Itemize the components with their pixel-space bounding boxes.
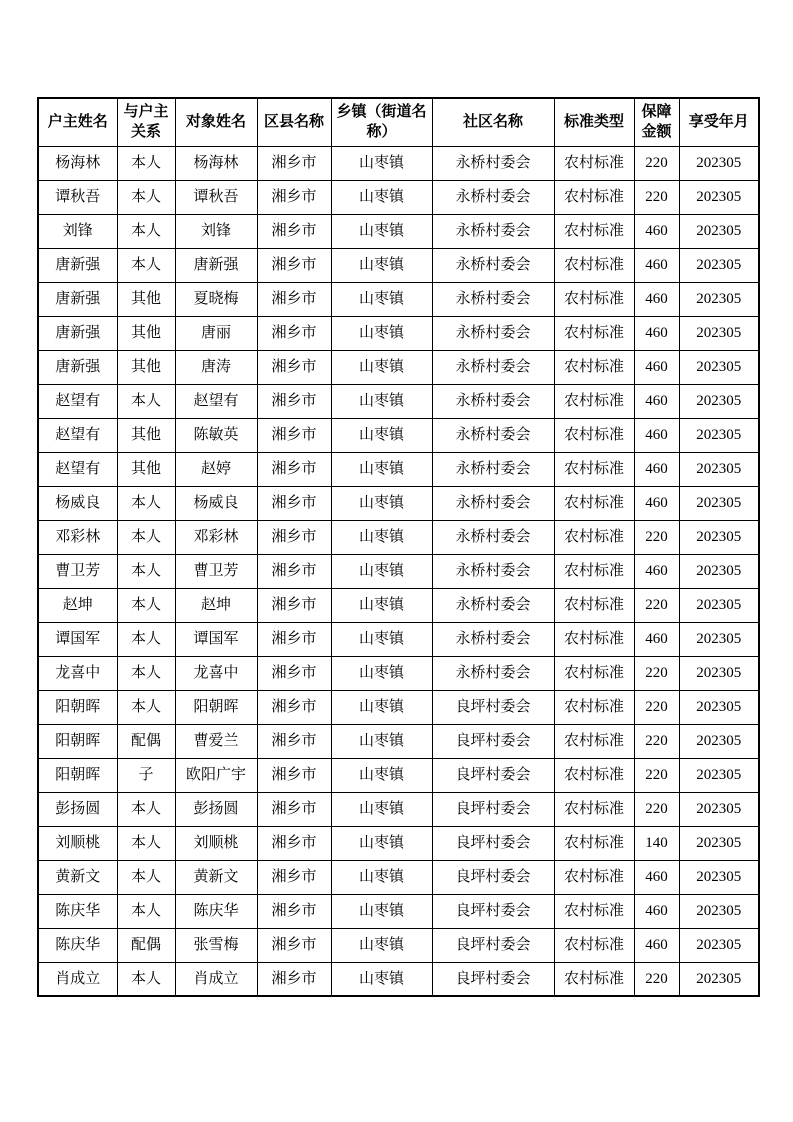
table-cell: 永桥村委会 [432, 214, 554, 248]
table-cell: 赵坤 [175, 588, 257, 622]
table-cell: 202305 [679, 214, 759, 248]
table-cell: 220 [634, 792, 679, 826]
table-row [38, 622, 759, 656]
table-row [38, 690, 759, 724]
table-cell: 山枣镇 [331, 316, 432, 350]
table-cell: 湘乡市 [257, 350, 331, 384]
table-cell: 山枣镇 [331, 214, 432, 248]
table-cell: 唐新强 [38, 316, 117, 350]
table-cell: 湘乡市 [257, 384, 331, 418]
table-cell: 湘乡市 [257, 248, 331, 282]
table-cell: 本人 [117, 826, 175, 860]
table-cell: 永桥村委会 [432, 146, 554, 180]
table-cell: 农村标准 [554, 316, 634, 350]
table-cell: 谭国军 [175, 622, 257, 656]
table-cell: 夏晓梅 [175, 282, 257, 316]
table-cell: 湘乡市 [257, 520, 331, 554]
column-header: 与户主关系 [117, 98, 175, 146]
table-cell: 460 [634, 418, 679, 452]
table-cell: 永桥村委会 [432, 554, 554, 588]
table-cell: 湘乡市 [257, 282, 331, 316]
table-cell: 202305 [679, 384, 759, 418]
table-cell: 202305 [679, 656, 759, 690]
table-cell: 山枣镇 [331, 452, 432, 486]
table-cell: 邓彩林 [38, 520, 117, 554]
table-cell: 本人 [117, 214, 175, 248]
table-cell: 永桥村委会 [432, 486, 554, 520]
table-cell: 配偶 [117, 724, 175, 758]
table-cell: 永桥村委会 [432, 248, 554, 282]
table-row [38, 214, 759, 248]
table-cell: 湘乡市 [257, 180, 331, 214]
table-cell: 陈庆华 [38, 928, 117, 962]
table-cell: 山枣镇 [331, 554, 432, 588]
table-cell: 山枣镇 [331, 826, 432, 860]
table-cell: 农村标准 [554, 894, 634, 928]
table-cell: 460 [634, 928, 679, 962]
table-cell: 本人 [117, 588, 175, 622]
table-cell: 湘乡市 [257, 894, 331, 928]
table-cell: 肖成立 [175, 962, 257, 996]
table-cell: 永桥村委会 [432, 180, 554, 214]
table-cell: 湘乡市 [257, 690, 331, 724]
table-cell: 202305 [679, 520, 759, 554]
table-cell: 本人 [117, 622, 175, 656]
table-cell: 永桥村委会 [432, 656, 554, 690]
table-cell: 湘乡市 [257, 962, 331, 996]
table-row [38, 248, 759, 282]
table-cell: 欧阳广宇 [175, 758, 257, 792]
table-cell: 龙喜中 [175, 656, 257, 690]
table-cell: 农村标准 [554, 520, 634, 554]
table-cell: 赵望有 [38, 384, 117, 418]
table-cell: 农村标准 [554, 214, 634, 248]
table-cell: 杨威良 [38, 486, 117, 520]
table-cell: 湘乡市 [257, 656, 331, 690]
table-cell: 202305 [679, 282, 759, 316]
table-cell: 本人 [117, 792, 175, 826]
table-cell: 山枣镇 [331, 146, 432, 180]
table-row [38, 316, 759, 350]
table-cell: 永桥村委会 [432, 588, 554, 622]
table-cell: 山枣镇 [331, 792, 432, 826]
table-cell: 湘乡市 [257, 588, 331, 622]
table-row [38, 826, 759, 860]
table-cell: 湘乡市 [257, 418, 331, 452]
table-row [38, 656, 759, 690]
table-cell: 湘乡市 [257, 758, 331, 792]
table-cell: 202305 [679, 962, 759, 996]
table-cell: 202305 [679, 554, 759, 588]
table-cell: 农村标准 [554, 690, 634, 724]
table-row [38, 588, 759, 622]
table-cell: 220 [634, 690, 679, 724]
table-cell: 刘顺桃 [175, 826, 257, 860]
table-cell: 本人 [117, 690, 175, 724]
table-row [38, 350, 759, 384]
column-header: 乡镇（街道名称） [331, 98, 432, 146]
table-cell: 赵望有 [175, 384, 257, 418]
table-cell: 220 [634, 520, 679, 554]
table-cell: 202305 [679, 928, 759, 962]
table-cell: 202305 [679, 826, 759, 860]
table-cell: 邓彩林 [175, 520, 257, 554]
table-cell: 其他 [117, 316, 175, 350]
table-cell: 湘乡市 [257, 792, 331, 826]
table-cell: 陈敏英 [175, 418, 257, 452]
table-cell: 山枣镇 [331, 588, 432, 622]
table-cell: 良坪村委会 [432, 928, 554, 962]
table-cell: 龙喜中 [38, 656, 117, 690]
table-cell: 山枣镇 [331, 656, 432, 690]
table-cell: 良坪村委会 [432, 792, 554, 826]
table-cell: 山枣镇 [331, 282, 432, 316]
table-cell: 山枣镇 [331, 384, 432, 418]
table-cell: 永桥村委会 [432, 384, 554, 418]
table-cell: 湘乡市 [257, 724, 331, 758]
table-cell: 农村标准 [554, 384, 634, 418]
table-cell: 唐新强 [38, 350, 117, 384]
table-cell: 本人 [117, 384, 175, 418]
table-cell: 460 [634, 860, 679, 894]
table-cell: 本人 [117, 180, 175, 214]
header-row [38, 98, 759, 146]
table-cell: 良坪村委会 [432, 690, 554, 724]
table-cell: 良坪村委会 [432, 894, 554, 928]
table-cell: 永桥村委会 [432, 418, 554, 452]
table-cell: 山枣镇 [331, 928, 432, 962]
table-cell: 唐新强 [38, 248, 117, 282]
table-cell: 220 [634, 656, 679, 690]
table-cell: 山枣镇 [331, 486, 432, 520]
table-cell: 220 [634, 962, 679, 996]
table-cell: 农村标准 [554, 146, 634, 180]
table-cell: 其他 [117, 452, 175, 486]
table-cell: 农村标准 [554, 622, 634, 656]
table-cell: 202305 [679, 792, 759, 826]
table-cell: 永桥村委会 [432, 622, 554, 656]
table-cell: 460 [634, 452, 679, 486]
table-cell: 202305 [679, 894, 759, 928]
table-row [38, 452, 759, 486]
table-cell: 湘乡市 [257, 860, 331, 894]
table-row [38, 554, 759, 588]
column-header: 标准类型 [554, 98, 634, 146]
table-cell: 202305 [679, 146, 759, 180]
table-cell: 460 [634, 350, 679, 384]
table-cell: 良坪村委会 [432, 826, 554, 860]
table-cell: 良坪村委会 [432, 758, 554, 792]
table-cell: 202305 [679, 418, 759, 452]
table-cell: 山枣镇 [331, 724, 432, 758]
table-cell: 唐新强 [38, 282, 117, 316]
table-cell: 湘乡市 [257, 146, 331, 180]
table-cell: 202305 [679, 316, 759, 350]
table-cell: 山枣镇 [331, 622, 432, 656]
table-cell: 良坪村委会 [432, 962, 554, 996]
table-cell: 农村标准 [554, 554, 634, 588]
table-cell: 彭扬圆 [38, 792, 117, 826]
table-row [38, 146, 759, 180]
table-row [38, 180, 759, 214]
table-cell: 其他 [117, 282, 175, 316]
table-cell: 湘乡市 [257, 486, 331, 520]
table-cell: 刘锋 [38, 214, 117, 248]
table-cell: 谭秋吾 [175, 180, 257, 214]
table-cell: 460 [634, 384, 679, 418]
table-row [38, 486, 759, 520]
table-cell: 460 [634, 316, 679, 350]
table-cell: 山枣镇 [331, 418, 432, 452]
table-cell: 220 [634, 724, 679, 758]
table-cell: 谭秋吾 [38, 180, 117, 214]
table-cell: 本人 [117, 248, 175, 282]
table-cell: 其他 [117, 350, 175, 384]
table-cell: 曹卫芳 [175, 554, 257, 588]
table-row [38, 724, 759, 758]
table-cell: 农村标准 [554, 282, 634, 316]
table-cell: 202305 [679, 724, 759, 758]
table-cell: 唐丽 [175, 316, 257, 350]
table-cell: 220 [634, 146, 679, 180]
table-cell: 良坪村委会 [432, 724, 554, 758]
table-cell: 本人 [117, 554, 175, 588]
table-cell: 山枣镇 [331, 248, 432, 282]
table-cell: 湘乡市 [257, 452, 331, 486]
table-cell: 陈庆华 [175, 894, 257, 928]
table-cell: 农村标准 [554, 962, 634, 996]
table-cell: 阳朝晖 [38, 758, 117, 792]
table-cell: 460 [634, 282, 679, 316]
table-cell: 山枣镇 [331, 758, 432, 792]
table-cell: 其他 [117, 418, 175, 452]
table-cell: 460 [634, 894, 679, 928]
table-cell: 杨海林 [175, 146, 257, 180]
table-cell: 202305 [679, 758, 759, 792]
table-cell: 刘顺桃 [38, 826, 117, 860]
table-cell: 杨海林 [38, 146, 117, 180]
table-cell: 永桥村委会 [432, 316, 554, 350]
table-cell: 220 [634, 758, 679, 792]
table-cell: 阳朝晖 [38, 724, 117, 758]
table-cell: 赵坤 [38, 588, 117, 622]
table-cell: 460 [634, 248, 679, 282]
table-cell: 赵望有 [38, 418, 117, 452]
table-cell: 山枣镇 [331, 962, 432, 996]
table-cell: 202305 [679, 180, 759, 214]
table-header-row [38, 98, 759, 146]
table-cell: 农村标准 [554, 452, 634, 486]
column-header: 保障金额 [634, 98, 679, 146]
table-cell: 农村标准 [554, 724, 634, 758]
table-cell: 农村标准 [554, 350, 634, 384]
table-cell: 202305 [679, 588, 759, 622]
table-row [38, 384, 759, 418]
table-cell: 农村标准 [554, 418, 634, 452]
column-header: 对象姓名 [175, 98, 257, 146]
table-cell: 黄新文 [38, 860, 117, 894]
table-cell: 460 [634, 554, 679, 588]
table-cell: 农村标准 [554, 860, 634, 894]
table-cell: 谭国军 [38, 622, 117, 656]
table-cell: 永桥村委会 [432, 452, 554, 486]
table-cell: 配偶 [117, 928, 175, 962]
table-cell: 农村标准 [554, 792, 634, 826]
table-cell: 农村标准 [554, 758, 634, 792]
table-cell: 阳朝晖 [38, 690, 117, 724]
table-cell: 刘锋 [175, 214, 257, 248]
table-row [38, 758, 759, 792]
table-row [38, 418, 759, 452]
table-cell: 赵望有 [38, 452, 117, 486]
column-header: 社区名称 [432, 98, 554, 146]
table-cell: 农村标准 [554, 248, 634, 282]
table-cell: 202305 [679, 350, 759, 384]
table-cell: 湘乡市 [257, 826, 331, 860]
table-cell: 460 [634, 622, 679, 656]
table-row [38, 894, 759, 928]
table-cell: 良坪村委会 [432, 860, 554, 894]
table-cell: 农村标准 [554, 588, 634, 622]
table-cell: 山枣镇 [331, 860, 432, 894]
table-cell: 湘乡市 [257, 622, 331, 656]
table-cell: 山枣镇 [331, 894, 432, 928]
table-cell: 湘乡市 [257, 928, 331, 962]
table-cell: 本人 [117, 860, 175, 894]
table-cell: 曹爱兰 [175, 724, 257, 758]
table-cell: 202305 [679, 248, 759, 282]
table-row [38, 928, 759, 962]
table-cell: 唐新强 [175, 248, 257, 282]
table-cell: 460 [634, 214, 679, 248]
table-cell: 农村标准 [554, 180, 634, 214]
table-cell: 202305 [679, 622, 759, 656]
table-cell: 本人 [117, 962, 175, 996]
benefits-table [37, 97, 760, 997]
table-row [38, 860, 759, 894]
column-header: 区县名称 [257, 98, 331, 146]
table-cell: 山枣镇 [331, 350, 432, 384]
table-cell: 本人 [117, 894, 175, 928]
table-cell: 山枣镇 [331, 180, 432, 214]
table-cell: 阳朝晖 [175, 690, 257, 724]
table-cell: 曹卫芳 [38, 554, 117, 588]
table-row [38, 520, 759, 554]
table-cell: 山枣镇 [331, 690, 432, 724]
table-cell: 唐涛 [175, 350, 257, 384]
table-cell: 农村标准 [554, 486, 634, 520]
table-cell: 肖成立 [38, 962, 117, 996]
table-cell: 460 [634, 486, 679, 520]
table-cell: 220 [634, 180, 679, 214]
table-cell: 杨威良 [175, 486, 257, 520]
table-cell: 永桥村委会 [432, 520, 554, 554]
table-cell: 本人 [117, 656, 175, 690]
table-cell: 湘乡市 [257, 214, 331, 248]
table-cell: 永桥村委会 [432, 350, 554, 384]
table-row [38, 962, 759, 996]
table-cell: 202305 [679, 452, 759, 486]
table-cell: 202305 [679, 860, 759, 894]
table-cell: 湘乡市 [257, 554, 331, 588]
table-row [38, 282, 759, 316]
column-header: 户主姓名 [38, 98, 117, 146]
table-cell: 黄新文 [175, 860, 257, 894]
table-cell: 湘乡市 [257, 316, 331, 350]
table-body [38, 146, 759, 996]
table-cell: 永桥村委会 [432, 282, 554, 316]
table-cell: 子 [117, 758, 175, 792]
table-cell: 彭扬圆 [175, 792, 257, 826]
table-cell: 赵婷 [175, 452, 257, 486]
table-cell: 220 [634, 588, 679, 622]
table-cell: 本人 [117, 146, 175, 180]
table-cell: 本人 [117, 486, 175, 520]
table-cell: 202305 [679, 690, 759, 724]
table-cell: 陈庆华 [38, 894, 117, 928]
table-cell: 农村标准 [554, 928, 634, 962]
table-cell: 202305 [679, 486, 759, 520]
table-cell: 张雪梅 [175, 928, 257, 962]
table-cell: 农村标准 [554, 656, 634, 690]
table-row [38, 792, 759, 826]
table-cell: 140 [634, 826, 679, 860]
column-header: 享受年月 [679, 98, 759, 146]
table-cell: 本人 [117, 520, 175, 554]
table-cell: 山枣镇 [331, 520, 432, 554]
table-cell: 农村标准 [554, 826, 634, 860]
